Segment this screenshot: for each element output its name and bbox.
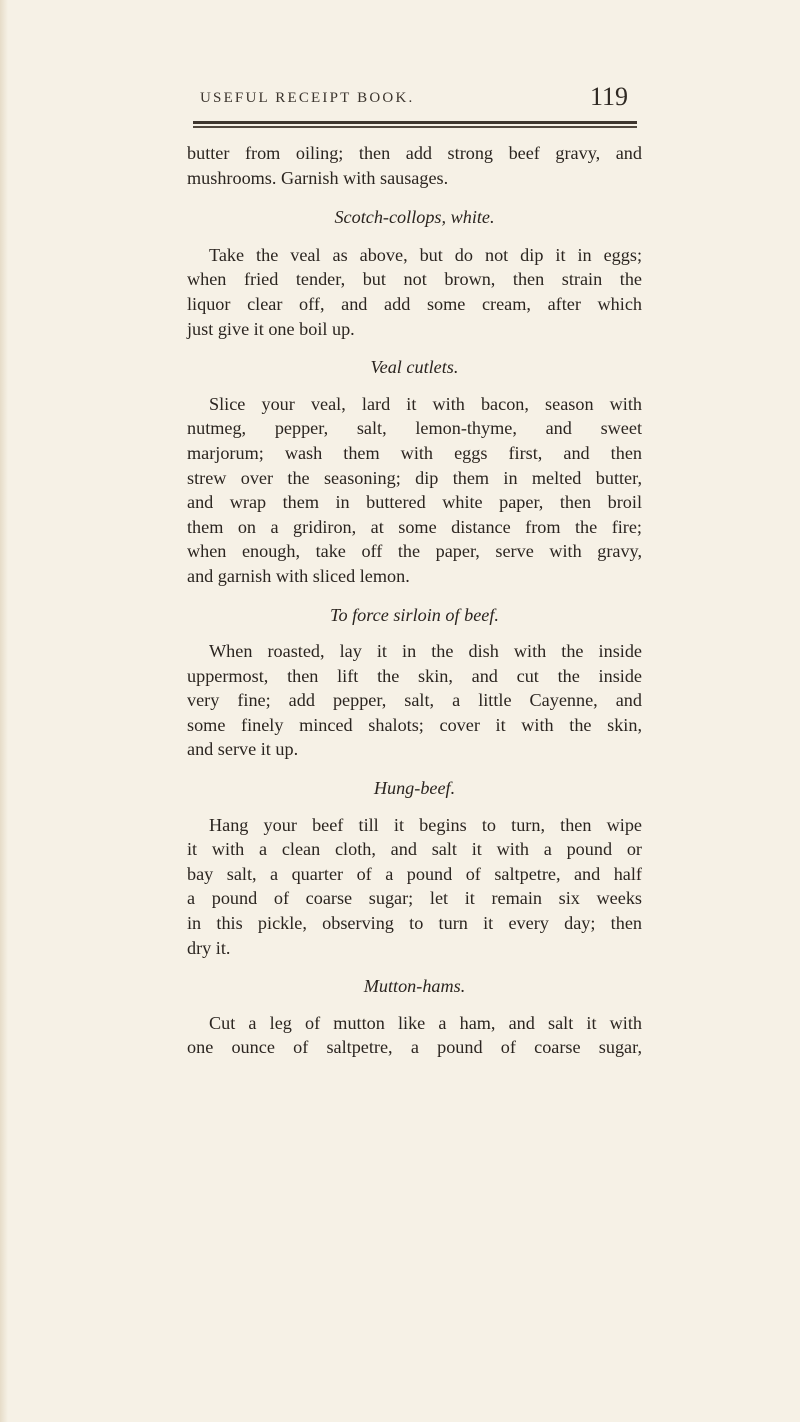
recipe-title-veal-cutlets: Veal cutlets. [370, 357, 459, 378]
page-content [187, 141, 642, 1060]
page-edge-shadow [0, 0, 8, 1422]
text-line: Take the veal as above, but do not dip it in eggs; [209, 244, 642, 265]
text-line: liquor clear off, and add some cream, after which [187, 293, 642, 314]
text-line: a pound of coarse sugar; let it remain six weeks [187, 888, 642, 909]
recipe-title-hung-beef: Hung-beef. [373, 778, 456, 799]
text-line: one ounce of saltpetre, a pound of coarse sugar, [187, 1037, 642, 1058]
recipe-body-hung-beef [187, 813, 642, 961]
text-line: Slice your veal, lard it with bacon, season with [209, 393, 642, 414]
text-line: nutmeg, pepper, salt, lemon-thyme, and sweet [187, 418, 642, 439]
text-line: when enough, take off the paper, serve with gravy, [187, 541, 642, 562]
text-line: When roasted, lay it in the dish with the inside [209, 641, 642, 662]
text-line: when fried tender, but not brown, then strain the [187, 269, 642, 290]
header-rule [193, 121, 637, 124]
header-rule-thin [193, 126, 637, 128]
text-line: some finely minced shalots; cover it with the skin, [187, 714, 642, 735]
text-line: just give it one boil up. [187, 318, 355, 339]
text-line: it with a clean cloth, and salt it with a pound or [187, 839, 642, 860]
text-line: strew over the seasoning; dip them in melted butter, [187, 467, 642, 488]
running-head [200, 82, 650, 120]
text-line: and garnish with sliced lemon. [187, 565, 410, 586]
text-line: and serve it up. [187, 739, 299, 760]
text-line: marjorum; wash them with eggs first, and then [187, 442, 642, 463]
page-number: 119 [590, 82, 629, 111]
text-line: bay salt, a quarter of a pound of saltpetre, and half [187, 863, 642, 884]
recipe-title-scotch-collops: Scotch-collops, white. [334, 207, 495, 228]
recipe-body-scotch-collops [187, 243, 642, 341]
recipe-body-force-sirloin [187, 639, 642, 762]
text-line: and wrap them in buttered white paper, then broil [187, 492, 642, 513]
text-line: in this pickle, observing to turn it every day; then [187, 913, 642, 934]
running-title: USEFUL RECEIPT BOOK. [200, 90, 415, 106]
text-line: very fine; add pepper, salt, a little Cayenne, and [187, 690, 642, 711]
text-line: mushrooms. Garnish with sausages. [187, 167, 449, 188]
text-line: uppermost, then lift the skin, and cut the inside [187, 665, 642, 686]
text-line: Cut a leg of mutton like a ham, and salt it with [209, 1012, 642, 1033]
text-line: them on a gridiron, at some distance from the fire; [187, 516, 642, 537]
recipe-body-mutton-hams [187, 1011, 642, 1060]
text-line: Hang your beef till it begins to turn, then wipe [209, 814, 642, 835]
text-line: butter from oiling; then add strong beef gravy, and [187, 143, 642, 163]
continuation-paragraph [187, 141, 642, 190]
recipe-body-veal-cutlets [187, 392, 642, 589]
recipe-title-force-sirloin: To force sirloin of beef. [330, 604, 499, 625]
recipe-title-mutton-hams: Mutton-hams. [363, 976, 466, 997]
text-line: dry it. [187, 937, 231, 958]
